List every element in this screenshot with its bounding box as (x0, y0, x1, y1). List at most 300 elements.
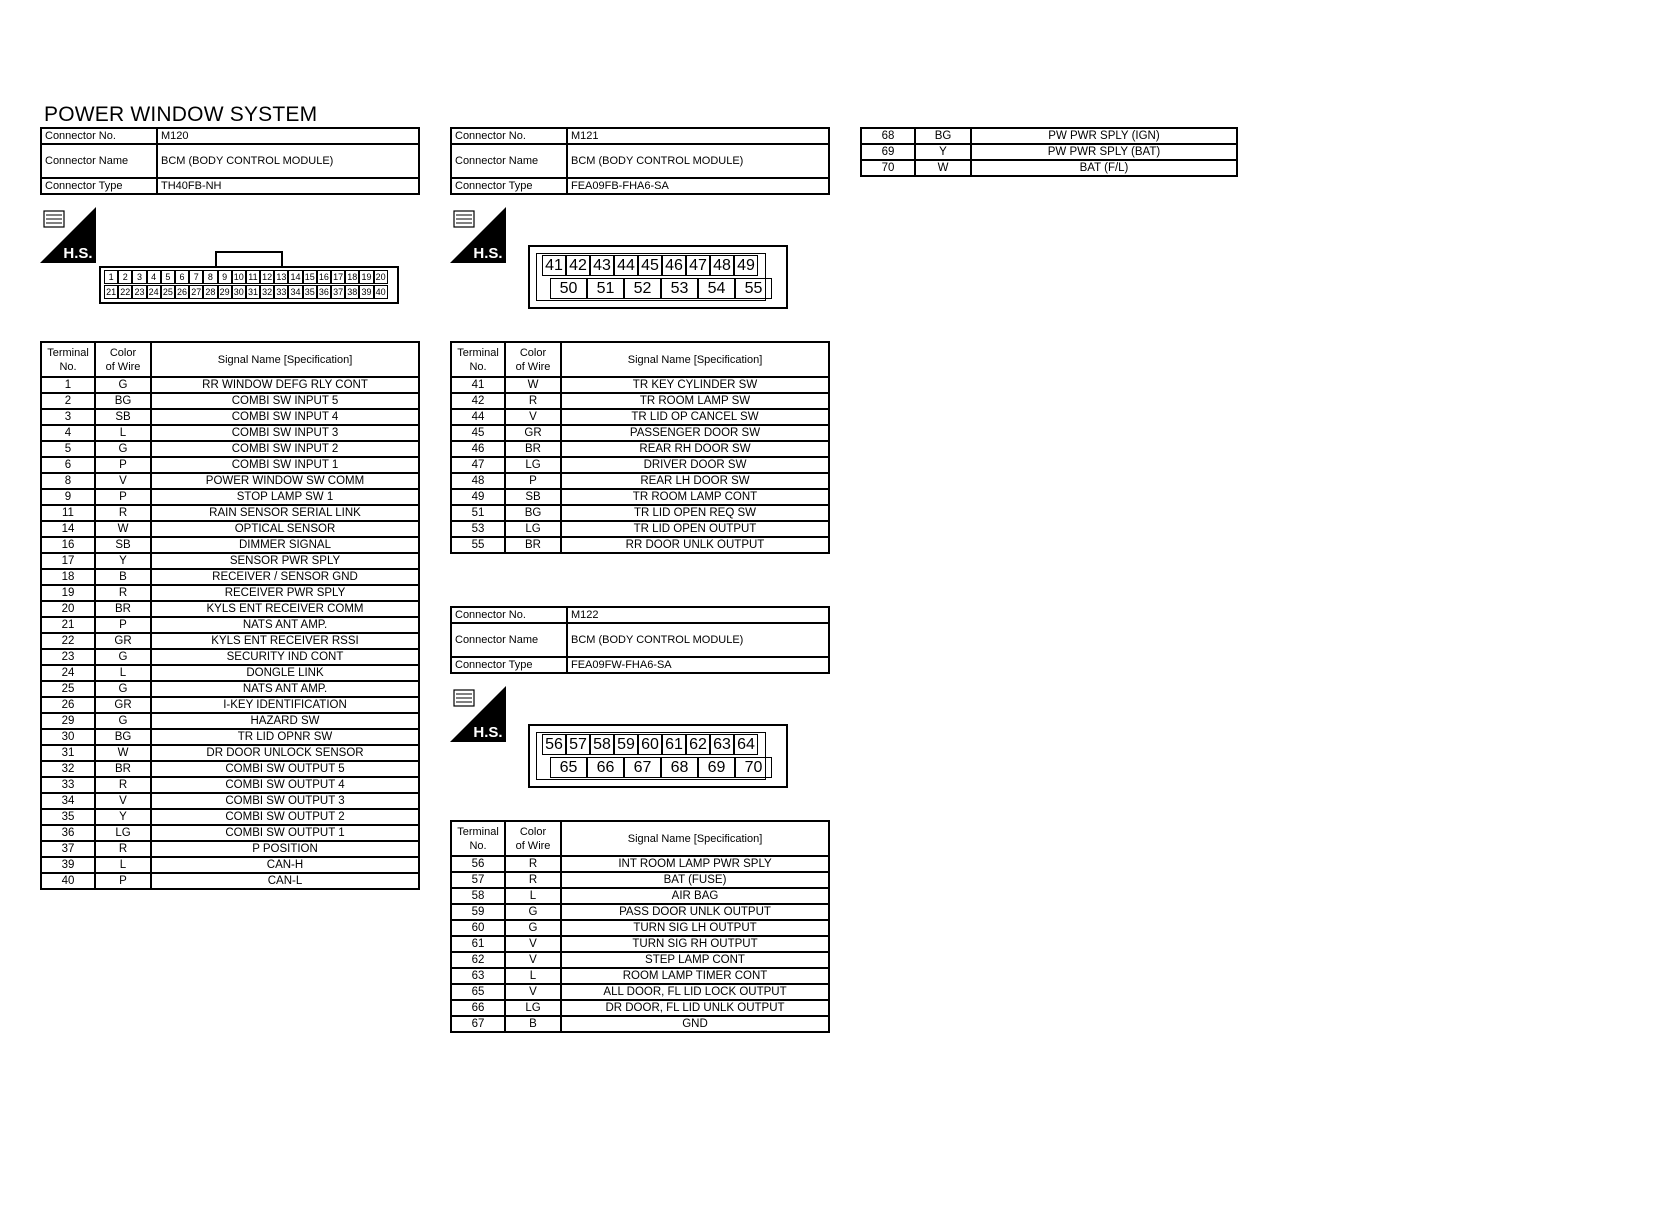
page-title: POWER WINDOW SYSTEM (44, 103, 318, 126)
m120-wire-color: R (95, 841, 151, 857)
m121-wire-color: LG (505, 457, 561, 473)
m122-connector-face (528, 724, 788, 788)
table-row (41, 569, 419, 585)
connector-pin: 32 (260, 285, 274, 299)
m120-terminal-no: 5 (41, 441, 95, 457)
connector-pin: 54 (698, 278, 735, 299)
m122-wire-color: W (915, 160, 971, 176)
m122-wire-color: LG (505, 1000, 561, 1016)
m120-wire-color: G (95, 649, 151, 665)
m120-signal-name: P POSITION (151, 841, 419, 857)
m121-wire-color: BR (505, 537, 561, 553)
m122-wire-color: G (505, 904, 561, 920)
m120-info-table (40, 127, 420, 195)
m120-terminal-no: 2 (41, 393, 95, 409)
m122-terminal-no: 61 (451, 936, 505, 952)
m121-signal-name: PASSENGER DOOR SW (561, 425, 829, 441)
m120-wire-color: P (95, 873, 151, 889)
m120-terminal-no: 25 (41, 681, 95, 697)
table-row (41, 489, 419, 505)
connector-pin: 30 (232, 285, 246, 299)
hs-label: H.S. (63, 245, 93, 262)
connector-pin: 15 (303, 270, 317, 284)
m121-info-table (450, 127, 830, 195)
signal-header: Signal Name [Specification] (561, 342, 829, 377)
connector-pin: 4 (147, 270, 161, 284)
m120-signal-name: COMBI SW INPUT 1 (151, 457, 419, 473)
connector-pin: 24 (147, 285, 161, 299)
table-row (41, 761, 419, 777)
connector-pin: 51 (587, 278, 624, 299)
m120-terminal-no: 8 (41, 473, 95, 489)
m120-wire-color: BR (95, 601, 151, 617)
m120-wire-color: R (95, 585, 151, 601)
table-row (861, 144, 1237, 160)
m120-wire-color: G (95, 713, 151, 729)
table-row (41, 441, 419, 457)
connector-pin: 55 (735, 278, 772, 299)
table-row (451, 1000, 829, 1016)
hs-label: H.S. (473, 724, 503, 741)
m121-terminal-no: 41 (451, 377, 505, 393)
m121-terminal-no: 55 (451, 537, 505, 553)
connector-pin: 11 (246, 270, 260, 284)
harness-side-icon (450, 686, 506, 742)
m121-signal-name: TR ROOM LAMP SW (561, 393, 829, 409)
m120-signal-name: KYLS ENT RECEIVER COMM (151, 601, 419, 617)
m120-wire-color: W (95, 521, 151, 537)
color-header: Color of Wire (505, 821, 561, 856)
m120-signal-name: I-KEY IDENTIFICATION (151, 697, 419, 713)
m122-wire-color: G (505, 920, 561, 936)
label: Connector Name (451, 144, 567, 178)
m120-wire-color: G (95, 681, 151, 697)
m121-terminal-no: 44 (451, 409, 505, 425)
connector-pin: 36 (317, 285, 331, 299)
m121-no: M121 (567, 128, 829, 144)
m120-terminal-table (40, 341, 420, 890)
m122-signal-name: PW PWR SPLY (BAT) (971, 144, 1237, 160)
connector-pin: 59 (614, 734, 638, 755)
m122-wire-color: V (505, 936, 561, 952)
connector-pin: 57 (566, 734, 590, 755)
m120-terminal-no: 29 (41, 713, 95, 729)
m120-signal-name: RECEIVER / SENSOR GND (151, 569, 419, 585)
connector-pin: 68 (661, 757, 698, 778)
connector-pin: 67 (624, 757, 661, 778)
table-row (41, 393, 419, 409)
terminal-header: Terminal No. (451, 821, 505, 856)
m120-signal-name: NATS ANT AMP. (151, 617, 419, 633)
connector-pin: 48 (710, 255, 734, 276)
m120-connector-face (99, 266, 399, 304)
m120-wire-color: L (95, 425, 151, 441)
m120-terminal-no: 6 (41, 457, 95, 473)
m122-terminal-no: 57 (451, 872, 505, 888)
table-row (41, 697, 419, 713)
table-row (451, 1016, 829, 1032)
table-row (861, 160, 1237, 176)
connector-pin: 23 (132, 285, 146, 299)
m120-wire-color: GR (95, 633, 151, 649)
m122-terminal-no: 63 (451, 968, 505, 984)
connector-pin: 60 (638, 734, 662, 755)
connector-pin: 8 (203, 270, 217, 284)
connector-pin: 12 (260, 270, 274, 284)
m122-signal-name: TURN SIG LH OUTPUT (561, 920, 829, 936)
table-row (41, 377, 419, 393)
m121-wire-color: SB (505, 489, 561, 505)
m120-signal-name: RAIN SENSOR SERIAL LINK (151, 505, 419, 521)
label: Connector Type (451, 178, 567, 194)
signal-header: Signal Name [Specification] (151, 342, 419, 377)
m122-terminal-no: 59 (451, 904, 505, 920)
connector-pin: 66 (587, 757, 624, 778)
connector-pin: 49 (734, 255, 758, 276)
m120-signal-name: COMBI SW OUTPUT 5 (151, 761, 419, 777)
m121-signal-name: REAR LH DOOR SW (561, 473, 829, 489)
connector-pin: 37 (331, 285, 345, 299)
m120-wire-color: V (95, 473, 151, 489)
connector-pin: 5 (161, 270, 175, 284)
table-row (41, 841, 419, 857)
m120-signal-name: STOP LAMP SW 1 (151, 489, 419, 505)
m122-signal-name: PW PWR SPLY (IGN) (971, 128, 1237, 144)
m122-terminal-no: 69 (861, 144, 915, 160)
connector-pin: 45 (638, 255, 662, 276)
m122-signal-name: AIR BAG (561, 888, 829, 904)
label: Connector Name (41, 144, 157, 178)
connector-pin: 25 (161, 285, 175, 299)
m122-wire-color: BG (915, 128, 971, 144)
m122-terminal-no: 56 (451, 856, 505, 872)
m120-terminal-no: 16 (41, 537, 95, 553)
m120-signal-name: KYLS ENT RECEIVER RSSI (151, 633, 419, 649)
m120-wire-color: L (95, 857, 151, 873)
m121-wire-color: GR (505, 425, 561, 441)
m120-wire-color: BG (95, 729, 151, 745)
m122-terminal-no: 70 (861, 160, 915, 176)
m122-terminal-no: 66 (451, 1000, 505, 1016)
m120-wire-color: BG (95, 393, 151, 409)
harness-side-icon (40, 207, 96, 263)
connector-pin: 33 (274, 285, 288, 299)
m120-signal-name: COMBI SW OUTPUT 2 (151, 809, 419, 825)
m120-wire-color: W (95, 745, 151, 761)
color-header: Color of Wire (505, 342, 561, 377)
table-row (451, 393, 829, 409)
connector-pin: 42 (566, 255, 590, 276)
label: Connector Name (451, 623, 567, 657)
m120-pin-row-bottom (104, 285, 388, 299)
m121-signal-name: TR ROOM LAMP CONT (561, 489, 829, 505)
connector-pin: 6 (175, 270, 189, 284)
label: Connector Type (41, 178, 157, 194)
m120-terminal-no: 19 (41, 585, 95, 601)
m120-signal-name: COMBI SW OUTPUT 3 (151, 793, 419, 809)
m121-signal-name: TR KEY CYLINDER SW (561, 377, 829, 393)
m121-type: FEA09FB-FHA6-SA (567, 178, 829, 194)
connector-pin: 64 (734, 734, 758, 755)
m121-wire-color: W (505, 377, 561, 393)
m120-signal-name: COMBI SW INPUT 3 (151, 425, 419, 441)
table-row (451, 888, 829, 904)
m122-wire-color: R (505, 856, 561, 872)
m120-signal-name: CAN-H (151, 857, 419, 873)
m122-wire-color: L (505, 968, 561, 984)
connector-pin: 22 (118, 285, 132, 299)
connector-pin: 41 (542, 255, 566, 276)
table-row (451, 441, 829, 457)
m120-terminal-no: 34 (41, 793, 95, 809)
label: Connector No. (451, 607, 567, 623)
m120-signal-name: DIMMER SIGNAL (151, 537, 419, 553)
m120-wire-color: P (95, 457, 151, 473)
m120-wire-color: P (95, 489, 151, 505)
table-row (451, 920, 829, 936)
m120-signal-name: RECEIVER PWR SPLY (151, 585, 419, 601)
table-row (451, 984, 829, 1000)
m120-terminal-no: 14 (41, 521, 95, 537)
m120-signal-name: DONGLE LINK (151, 665, 419, 681)
m120-wire-color: L (95, 665, 151, 681)
table-row (451, 952, 829, 968)
table-row (41, 505, 419, 521)
m120-signal-name: CAN-L (151, 873, 419, 889)
connector-pin: 21 (104, 285, 118, 299)
connector-pin: 65 (550, 757, 587, 778)
m121-terminal-no: 46 (451, 441, 505, 457)
connector-pin: 29 (218, 285, 232, 299)
m122-terminal-no: 60 (451, 920, 505, 936)
connector-pin: 2 (118, 270, 132, 284)
m120-wire-color: Y (95, 553, 151, 569)
m121-signal-name: DRIVER DOOR SW (561, 457, 829, 473)
m120-signal-name: TR LID OPNR SW (151, 729, 419, 745)
m120-wire-color: V (95, 793, 151, 809)
m120-wire-color: P (95, 617, 151, 633)
m120-terminal-no: 21 (41, 617, 95, 633)
table-row (451, 489, 829, 505)
connector-pin: 9 (218, 270, 232, 284)
m121-signal-name: TR LID OP CANCEL SW (561, 409, 829, 425)
m122-terminal-no: 58 (451, 888, 505, 904)
table-row (451, 872, 829, 888)
m122-signal-name: STEP LAMP CONT (561, 952, 829, 968)
connector-pin: 58 (590, 734, 614, 755)
connector-pin: 53 (661, 278, 698, 299)
connector-pin: 3 (132, 270, 146, 284)
m120-terminal-no: 39 (41, 857, 95, 873)
m120-terminal-no: 35 (41, 809, 95, 825)
m121-terminal-no: 49 (451, 489, 505, 505)
table-row (451, 521, 829, 537)
terminal-header: Terminal No. (41, 342, 95, 377)
connector-pin: 27 (189, 285, 203, 299)
m122-signal-name: GND (561, 1016, 829, 1032)
m120-terminal-no: 26 (41, 697, 95, 713)
m120-wire-color: SB (95, 537, 151, 553)
table-row (451, 537, 829, 553)
connector-pin: 62 (686, 734, 710, 755)
m121-wire-color: LG (505, 521, 561, 537)
m120-terminal-no: 17 (41, 553, 95, 569)
connector-pin: 44 (614, 255, 638, 276)
m121-pin-row-top (542, 255, 758, 276)
connector-pin: 28 (203, 285, 217, 299)
connector-pin: 63 (710, 734, 734, 755)
connector-pin: 46 (662, 255, 686, 276)
m121-terminal-no: 48 (451, 473, 505, 489)
m122-terminal-no: 68 (861, 128, 915, 144)
connector-pin: 7 (189, 270, 203, 284)
m122-wire-color: B (505, 1016, 561, 1032)
m120-signal-name: SENSOR PWR SPLY (151, 553, 419, 569)
table-row (451, 377, 829, 393)
m121-signal-name: REAR RH DOOR SW (561, 441, 829, 457)
connector-pin: 14 (288, 270, 302, 284)
m121-connector-face (528, 245, 788, 309)
m122-signal-name: PASS DOOR UNLK OUTPUT (561, 904, 829, 920)
m122-wire-color: V (505, 952, 561, 968)
m122-info-table (450, 606, 830, 674)
connector-pin: 47 (686, 255, 710, 276)
table-row (41, 473, 419, 489)
m122-wire-color: L (505, 888, 561, 904)
m121-wire-color: R (505, 393, 561, 409)
table-row (451, 968, 829, 984)
m120-terminal-no: 31 (41, 745, 95, 761)
m121-terminal-no: 42 (451, 393, 505, 409)
table-row (41, 713, 419, 729)
color-header: Color of Wire (95, 342, 151, 377)
table-row (41, 681, 419, 697)
m120-signal-name: COMBI SW OUTPUT 4 (151, 777, 419, 793)
m122-signal-name: ALL DOOR, FL LID LOCK OUTPUT (561, 984, 829, 1000)
table-row (41, 825, 419, 841)
connector-pin: 1 (104, 270, 118, 284)
m121-terminal-no: 53 (451, 521, 505, 537)
m120-no: M120 (157, 128, 419, 144)
table-row (41, 873, 419, 889)
connector-pin: 43 (590, 255, 614, 276)
m122-pin-row-top (542, 734, 758, 755)
m120-wire-color: G (95, 441, 151, 457)
m120-terminal-no: 22 (41, 633, 95, 649)
m122-pin-row-bottom (550, 757, 772, 778)
m122-wire-color: Y (915, 144, 971, 160)
m120-terminal-no: 9 (41, 489, 95, 505)
m120-wire-color: Y (95, 809, 151, 825)
m122-wire-color: V (505, 984, 561, 1000)
m122-terminal-table-continued (860, 127, 1238, 177)
m120-terminal-no: 24 (41, 665, 95, 681)
m120-signal-name: POWER WINDOW SW COMM (151, 473, 419, 489)
m120-name: BCM (BODY CONTROL MODULE) (157, 144, 419, 178)
label: Connector No. (451, 128, 567, 144)
m120-terminal-no: 32 (41, 761, 95, 777)
table-row (451, 409, 829, 425)
m120-signal-name: HAZARD SW (151, 713, 419, 729)
m120-signal-name: RR WINDOW DEFG RLY CONT (151, 377, 419, 393)
connector-pin: 18 (345, 270, 359, 284)
m120-wire-color: GR (95, 697, 151, 713)
m121-signal-name: TR LID OPEN REQ SW (561, 505, 829, 521)
table-row (41, 585, 419, 601)
table-row (41, 745, 419, 761)
m121-terminal-no: 47 (451, 457, 505, 473)
m120-wire-color: R (95, 777, 151, 793)
connector-pin: 61 (662, 734, 686, 755)
m120-terminal-no: 11 (41, 505, 95, 521)
m120-wire-color: LG (95, 825, 151, 841)
table-row (451, 505, 829, 521)
m121-wire-color: V (505, 409, 561, 425)
connector-pin: 40 (374, 285, 388, 299)
harness-side-icon (450, 207, 506, 263)
table-row (451, 473, 829, 489)
m120-signal-name: NATS ANT AMP. (151, 681, 419, 697)
connector-pin: 26 (175, 285, 189, 299)
connector-pin: 70 (735, 757, 772, 778)
connector-pin: 17 (331, 270, 345, 284)
m120-terminal-no: 4 (41, 425, 95, 441)
table-row (451, 856, 829, 872)
m120-terminal-no: 36 (41, 825, 95, 841)
m122-terminal-no: 67 (451, 1016, 505, 1032)
m122-signal-name: BAT (F/L) (971, 160, 1237, 176)
m120-terminal-no: 18 (41, 569, 95, 585)
connector-pin: 34 (288, 285, 302, 299)
m122-terminal-table (450, 820, 830, 1033)
m122-type: FEA09FW-FHA6-SA (567, 657, 829, 673)
m120-wire-color: B (95, 569, 151, 585)
m121-signal-name: TR LID OPEN OUTPUT (561, 521, 829, 537)
m120-signal-name: COMBI SW OUTPUT 1 (151, 825, 419, 841)
m120-wire-color: G (95, 377, 151, 393)
m120-signal-name: DR DOOR UNLOCK SENSOR (151, 745, 419, 761)
connector-pin: 50 (550, 278, 587, 299)
m121-signal-name: RR DOOR UNLK OUTPUT (561, 537, 829, 553)
table-row (41, 537, 419, 553)
connector-pin: 38 (345, 285, 359, 299)
m122-signal-name: DR DOOR, FL LID UNLK OUTPUT (561, 1000, 829, 1016)
m120-wire-color: SB (95, 409, 151, 425)
m120-terminal-no: 23 (41, 649, 95, 665)
m121-wire-color: P (505, 473, 561, 489)
table-row (41, 729, 419, 745)
table-row (41, 521, 419, 537)
connector-pin: 39 (359, 285, 373, 299)
m122-terminal-no: 65 (451, 984, 505, 1000)
connector-pin: 31 (246, 285, 260, 299)
m122-wire-color: R (505, 872, 561, 888)
table-row (41, 633, 419, 649)
m120-signal-name: SECURITY IND CONT (151, 649, 419, 665)
m120-signal-name: COMBI SW INPUT 4 (151, 409, 419, 425)
connector-pin: 10 (232, 270, 246, 284)
m121-pin-row-bottom (550, 278, 772, 299)
table-row (41, 857, 419, 873)
m121-wire-color: BR (505, 441, 561, 457)
m120-type: TH40FB-NH (157, 178, 419, 194)
m122-signal-name: INT ROOM LAMP PWR SPLY (561, 856, 829, 872)
table-row (41, 617, 419, 633)
m120-signal-name: COMBI SW INPUT 5 (151, 393, 419, 409)
connector-pin: 35 (303, 285, 317, 299)
m120-signal-name: COMBI SW INPUT 2 (151, 441, 419, 457)
m120-terminal-no: 37 (41, 841, 95, 857)
